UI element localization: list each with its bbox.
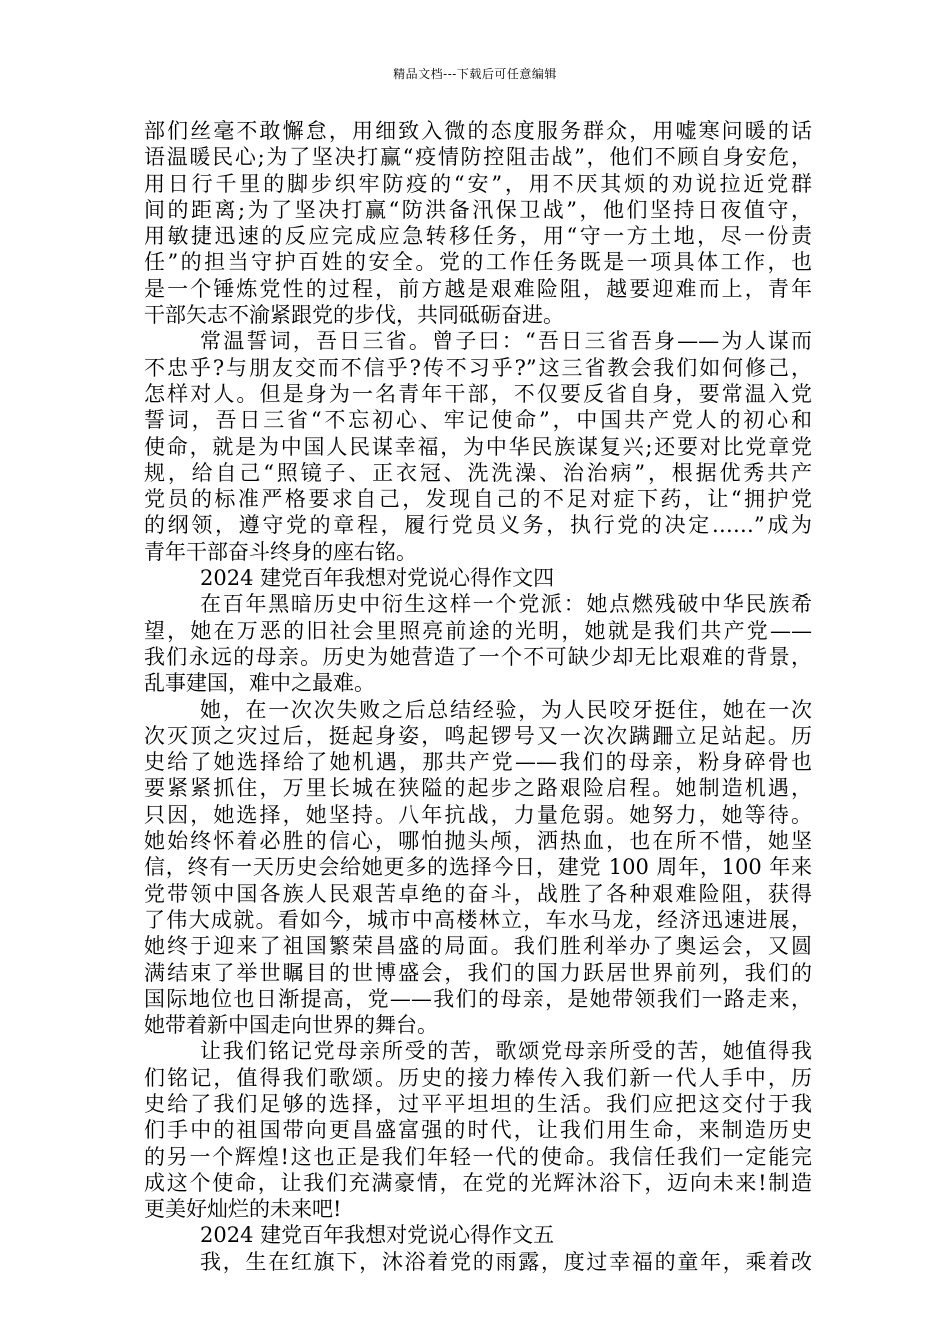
text-line: 的纲领，遵守党的章程，履行党员义务，执行党的决定……”成为: [144, 513, 812, 538]
text-line: 用日行千里的脚步织牢防疫的“安”，用不厌其烦的劝说拉近党群: [144, 171, 812, 196]
text-line: 党员的标准严格要求自己，发现自己的不足对症下药，让“拥护党: [144, 487, 812, 512]
text-line: 要紧紧抓住，万里长城在狭隘的起步之路艰险启程。她制造机遇，: [144, 776, 812, 801]
text-line: 成这个使命，让我们充满豪情，在党的光辉沐浴下，迈向未来!制造: [144, 1170, 812, 1195]
text-line: 次灭顶之灾过后，挺起身姿，鸣起锣号又一次次蹒跚立足站起。历: [144, 723, 812, 748]
paragraph-last-line: 更美好灿烂的未来吧!: [144, 1197, 342, 1222]
paragraph-last-line: 青年干部奋斗终身的座右铭。: [144, 539, 417, 564]
text-line: 满结束了举世瞩目的世博盛会，我们的国力跃居世界前列，我们的: [144, 960, 812, 985]
page-header: 精品文档---下载后可任意编辑: [393, 67, 557, 81]
text-line: 间的距离;为了坚决打赢“防洪备汛保卫战”，他们坚持日夜值守，: [144, 197, 812, 222]
text-line: 不忠乎?与朋友交而不信乎?传不习乎?”这三省教会我们如何修己，: [144, 355, 812, 380]
text-line: 誓词，吾日三省“不忘初心、牢记使命”，中国共产党人的初心和: [144, 408, 812, 433]
text-line: 规，给自己“照镜子、正衣冠、洗洗澡、治治病”，根据优秀共产: [144, 460, 812, 485]
section-heading: 2024 建党百年我想对党说心得作文五: [200, 1223, 555, 1248]
paragraph-first-line: 在百年黑暗历史中衍生这样一个党派：她点燃残破中华民族希: [200, 592, 812, 617]
text-line: 是一个锤炼党性的过程，前方越是艰难险阻，越要迎难而上，青年: [144, 276, 812, 301]
paragraph-last-line: 她带着新中国走向世界的舞台。: [144, 1013, 438, 1038]
text-line: 党带领中国各族人民艰苦卓绝的奋斗，战胜了各种艰难险阻，获得: [144, 881, 812, 906]
text-line: 语温暖民心;为了坚决打赢“疫情防控阻击战”，他们不顾自身安危，: [144, 145, 812, 170]
text-line: 部们丝毫不敢懈怠，用细致入微的态度服务群众，用嘘寒问暖的话: [144, 119, 812, 143]
text-line: 的另一个辉煌!这也正是我们年轻一代的使命。我信任我们一定能完: [144, 1144, 812, 1169]
text-line: 使命，就是为中国人民谋幸福，为中华民族谋复兴;还要对比党章党: [144, 434, 812, 459]
paragraph-last-line: 乱事建国，难中之最难。: [144, 671, 375, 696]
paragraph-first-line: 我，生在红旗下，沐浴着党的雨露，度过幸福的童年，乘着改: [200, 1249, 812, 1274]
section-heading: 2024 建党百年我想对党说心得作文四: [200, 566, 555, 591]
document-body: [144, 118, 812, 1275]
text-line: 史给了她选择给了她机遇，那共产党——我们的母亲，粉身碎骨也: [144, 750, 812, 775]
text-line: 了伟大成就。看如今，城市中高楼林立，车水马龙，经济迅速进展，: [144, 907, 812, 932]
text-line: 她始终怀着必胜的信心，哪怕抛头颅，洒热血，也在所不惜，她坚: [144, 829, 812, 854]
text-line: 我们永远的母亲。历史为她营造了一个不可缺少却无比艰难的背景，: [144, 644, 812, 669]
text-line: 怎样对人。但是身为一名青年干部，不仅要反省自身，要常温入党: [144, 381, 812, 406]
text-line: 只因，她选择，她坚持。八年抗战，力量危弱。她努力，她等待。: [144, 802, 812, 827]
text-line: 国际地位也日渐提高，党——我们的母亲，是她带领我们一路走来，: [144, 986, 812, 1011]
text-line: 望，她在万恶的旧社会里照亮前途的光明，她就是我们共产党——: [144, 618, 812, 643]
text-line: 任”的担当守护百姓的安全。党的工作任务既是一项具体工作，也: [144, 250, 812, 275]
text-line: 她终于迎来了祖国繁荣昌盛的局面。我们胜利举办了奥运会，又圆: [144, 934, 812, 959]
text-line: 史给了我们足够的选择，过平平坦坦的生活。我们应把这交付于我: [144, 1091, 812, 1116]
paragraph-first-line: 她，在一次次失败之后总结经验，为人民咬牙挺住，她在一次: [200, 697, 812, 722]
text-line: 们铭记，值得我们歌颂。历史的接力棒传入我们新一代人手中，历: [144, 1065, 812, 1090]
text-line: 们手中的祖国带向更昌盛富强的时代，让我们用生命，来制造历史: [144, 1118, 812, 1143]
paragraph-first-line: 常温誓词，吾日三省。曾子曰：“吾日三省吾身——为人谋而: [200, 329, 812, 354]
text-line: 用敏捷迅速的反应完成应急转移任务，用“守一方土地，尽一份责: [144, 224, 812, 249]
paragraph-first-line: 让我们铭记党母亲所受的苦，歌颂党母亲所受的苦，她值得我: [200, 1039, 812, 1064]
paragraph-last-line: 干部矢志不渝紧跟党的步伐，共同砥砺奋进。: [144, 303, 564, 328]
text-line: 信，终有一天历史会给她更多的选择今日，建党 100 周年，100 年来: [144, 855, 812, 880]
